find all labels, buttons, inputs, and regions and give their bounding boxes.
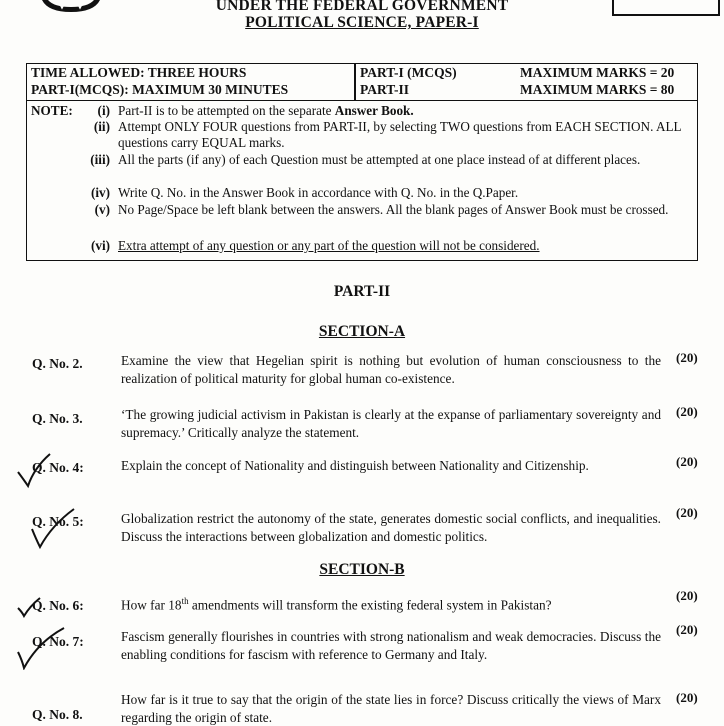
header-federal-government: UNDER THE FEDERAL GOVERNMENT: [215, 0, 509, 14]
note-item: All the parts (if any) of each Question must be attempted at one place instead of at different places.: [118, 152, 641, 167]
question-number: Q. No. 4:: [32, 460, 84, 475]
part-ii-heading: PART-II: [333, 283, 391, 300]
section-a-heading: SECTION-A: [318, 323, 406, 340]
question-text: Globalization restrict the autonomy of the state, generates domestic social conflicts, and inequalities. Discuss the interactions between globalization and domestic politics.: [121, 511, 661, 544]
question-text: Fascism generally flourishes in countries with strong nationalism and weak democracies. Discuss the enabling conditions for fascism with reference to Germany and Italy.: [121, 629, 661, 662]
note-number: (iii): [90, 152, 110, 167]
question-number: Q. No. 5:: [32, 514, 84, 529]
section-b-heading: SECTION-B: [319, 561, 405, 578]
note-emphasis: Answer Book.: [334, 103, 414, 118]
handwritten-tick-mark: [16, 450, 52, 490]
note-item: [118, 103, 698, 119]
question-marks: (20): [676, 588, 698, 603]
question-number: Q. No. 6:: [32, 598, 84, 613]
note-number: (vi): [90, 238, 110, 253]
question-number: Q. No. 8.: [32, 707, 83, 722]
note-item: No Page/Space be left blank between the answers. All the blank pages of Answer Book must be crossed.: [118, 202, 669, 217]
question-marks: (20): [676, 690, 698, 705]
question-text: Examine the view that Hegelian spirit is nothing but evolution of human consciousness to the realization of political maturity for global human co-existence.: [121, 353, 661, 386]
note-item: Write Q. No. in the Answer Book in accordance with Q. No. in the Q.Paper.: [118, 185, 519, 200]
time-allowed: TIME ALLOWED: THREE HOURS: [31, 65, 247, 80]
note-item: Extra attempt of any question or any part of the question will not be considered.: [118, 238, 540, 253]
question-text: How far is it true to say that the origin of the state lies in force? Discuss critically the views of Marx regarding the origin of state.: [121, 692, 661, 725]
handwritten-tick-mark: [28, 505, 78, 551]
question-text: Explain the concept of Nationality and distinguish between Nationality and Citizenship.: [121, 458, 589, 473]
exam-info-box: [26, 63, 698, 101]
note-label: NOTE:: [31, 103, 73, 118]
handwritten-tick-mark: [16, 596, 42, 618]
question-text: [121, 593, 661, 614]
part1-marks: MAXIMUM MARKS = 20: [520, 65, 675, 80]
question-marks: (20): [676, 350, 698, 365]
handwritten-tick-mark: [14, 624, 66, 670]
part2-label: PART-II: [360, 82, 410, 97]
note-number: (ii): [93, 119, 110, 134]
ordinal-suffix: th: [181, 596, 189, 606]
note-item: Attempt ONLY FOUR questions from PART-II, by selecting TWO questions from EACH SECTION. ALL questions carry EQUAL marks.: [118, 119, 682, 150]
note-number: (i): [97, 103, 110, 118]
question-text-part: amendments will transform the existing federal system in Pakistan?: [188, 597, 552, 613]
note-number: (iv): [90, 185, 110, 200]
question-number: Q. No. 7:: [32, 634, 84, 649]
note-text: Part-II is to be attempted on the separate: [118, 103, 335, 118]
info-divider: [354, 64, 356, 100]
question-marks: (20): [676, 505, 698, 520]
question-marks: (20): [676, 454, 698, 469]
notes-box: [26, 101, 698, 261]
paper-title: POLITICAL SCIENCE, PAPER-I: [245, 14, 479, 31]
question-text-part: How far 18: [121, 597, 182, 613]
question-number: Q. No. 2.: [32, 356, 83, 371]
note-number: (v): [94, 202, 110, 217]
question-marks: (20): [676, 622, 698, 637]
question-marks: (20): [676, 404, 698, 419]
part1-label: PART-I (MCQS): [360, 65, 457, 80]
part1-time: PART-I(MCQS): MAXIMUM 30 MINUTES: [31, 82, 289, 97]
question-text: ‘The growing judicial activism in Pakistan is clearly at the expanse of parliamentary sovereignty and supremacy.’ Critically analyze the statement.: [121, 407, 661, 440]
question-number: Q. No. 3.: [32, 411, 83, 426]
part2-marks: MAXIMUM MARKS = 80: [520, 82, 675, 97]
